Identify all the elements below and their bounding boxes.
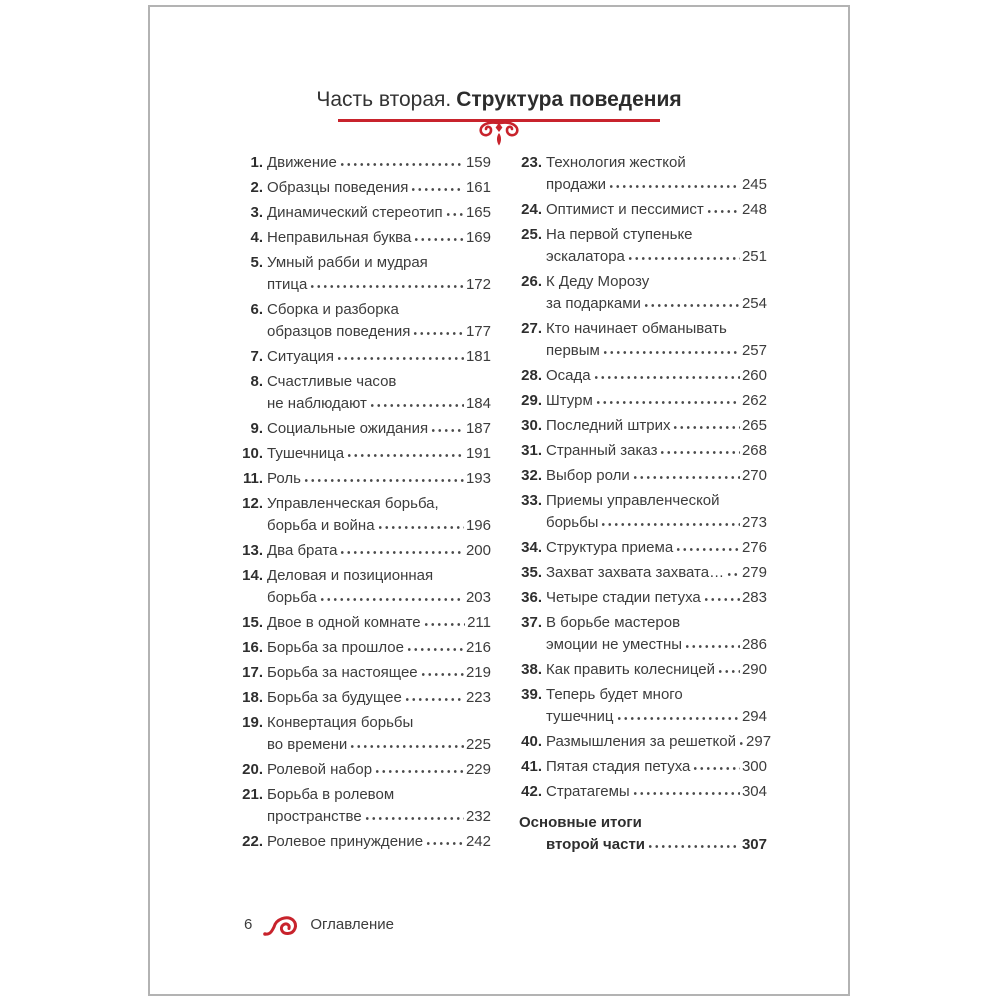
dot-leader — [406, 647, 464, 652]
toc-entry — [519, 224, 767, 268]
toc-entry — [519, 318, 767, 362]
toc-page-number: 196 — [465, 517, 491, 534]
toc-entry — [240, 759, 491, 781]
toc-entry-number: 30. — [521, 417, 542, 434]
dot-leader — [684, 644, 740, 649]
toc-entry-number: 8. — [250, 373, 263, 390]
dot-leader — [346, 453, 464, 458]
toc-entry — [519, 659, 767, 681]
toc-entry-title: Двое в одной комнате — [267, 614, 421, 631]
dot-leader — [672, 425, 739, 430]
toc-entry — [519, 365, 767, 387]
toc-line — [519, 390, 767, 412]
toc-entry-title: первым — [546, 342, 600, 359]
toc-entry-title: Движение — [267, 154, 337, 171]
dot-leader — [420, 672, 464, 677]
toc-entry-title: Осада — [546, 367, 591, 384]
toc-page-number: 265 — [741, 417, 767, 434]
toc-page-number: 297 — [746, 733, 772, 750]
toc-entry-number: 41. — [521, 758, 542, 775]
toc-page-number: 270 — [741, 467, 767, 484]
toc-page-number: 219 — [465, 664, 491, 681]
toc-line — [240, 443, 491, 465]
toc-entry — [240, 152, 491, 174]
toc-entry-number: 2. — [250, 179, 263, 196]
toc-entry — [240, 227, 491, 249]
toc-entry — [240, 299, 491, 343]
toc-line — [519, 224, 767, 246]
toc-entry — [240, 202, 491, 224]
toc-line — [240, 662, 491, 684]
toc-entry-title: Теперь будет много — [546, 686, 683, 703]
toc-entry-title: за подарками — [546, 295, 641, 312]
toc-line — [519, 465, 767, 487]
dot-leader — [413, 237, 464, 242]
toc-entry — [519, 812, 767, 856]
toc-entry-number: 10. — [242, 445, 263, 462]
toc-line — [240, 806, 491, 828]
toc-line — [519, 415, 767, 437]
toc-line — [519, 634, 767, 656]
toc-entry-number: 32. — [521, 467, 542, 484]
toc-line — [519, 271, 767, 293]
toc-entry-number: 19. — [242, 714, 263, 731]
toc-line — [240, 177, 491, 199]
toc-entry-title: На первой ступеньке — [546, 226, 693, 243]
toc-entry — [519, 562, 767, 584]
toc-entry-number: 1. — [250, 154, 263, 171]
toc-entry-title: Управленческая борьба, — [267, 495, 439, 512]
dot-leader — [675, 547, 740, 552]
toc-entry — [240, 252, 491, 296]
toc-entry-title: Последний штрих — [546, 417, 671, 434]
toc-page-number: 304 — [741, 783, 767, 800]
toc-page-number: 300 — [741, 758, 767, 775]
dot-leader — [593, 375, 740, 380]
toc-entry-title: во времени — [267, 736, 348, 753]
toc-entry-title: Технология жесткой — [546, 154, 686, 171]
toc-entry-title: не наблюдают — [267, 395, 367, 412]
toc-page-number: 177 — [465, 323, 491, 340]
toc-line — [240, 637, 491, 659]
toc-line — [519, 756, 767, 778]
toc-entry-title: Борьба за настоящее — [267, 664, 418, 681]
toc-line — [519, 246, 767, 268]
dot-leader — [616, 716, 740, 721]
dot-leader — [319, 597, 464, 602]
toc-entry-title: Кто начинает обманывать — [546, 320, 727, 337]
toc-entry-title: К Деду Морозу — [546, 273, 650, 290]
toc-line — [519, 152, 767, 174]
toc-line — [240, 515, 491, 537]
toc-entry — [519, 465, 767, 487]
toc-page-number: 283 — [741, 589, 767, 606]
toc-entry-title: Счастливые часов — [267, 373, 397, 390]
toc-entry-title: Конвертация борьбы — [267, 714, 414, 731]
toc-entry-title: Стратагемы — [546, 783, 630, 800]
toc-entry-number: 5. — [250, 254, 263, 271]
toc-line — [240, 612, 491, 634]
toc-page-number: 181 — [465, 348, 491, 365]
toc-page-number: 161 — [465, 179, 491, 196]
toc-entry-number: 33. — [521, 492, 542, 509]
dot-leader — [627, 256, 740, 261]
toc-entry-number: 12. — [242, 495, 263, 512]
toc-page-number: 211 — [467, 614, 491, 631]
toc-line — [240, 202, 491, 224]
toc-entry-title: Борьба в ролевом — [267, 786, 395, 803]
dot-leader — [738, 741, 744, 746]
dot-leader — [706, 209, 740, 214]
dot-leader — [303, 478, 464, 483]
dot-leader — [703, 597, 740, 602]
toc-entry-title: Сборка и разборка — [267, 301, 399, 318]
dot-leader — [349, 744, 464, 749]
toc-page-number: 257 — [741, 342, 767, 359]
toc-entry — [240, 418, 491, 440]
dot-leader — [410, 187, 464, 192]
toc-entry-title: Борьба за будущее — [267, 689, 402, 706]
toc-entry-number: 9. — [250, 420, 263, 437]
toc-line — [519, 440, 767, 462]
toc-entry-title: Оптимист и пессимист — [546, 201, 704, 218]
toc-entry-title: Борьба за прошлое — [267, 639, 404, 656]
toc-line — [240, 493, 491, 515]
dot-leader — [726, 572, 740, 577]
toc-entry-number: 15. — [242, 614, 263, 631]
toc-page-number: 232 — [465, 808, 491, 825]
toc-entry-title: борьбы — [546, 514, 599, 531]
dot-leader — [377, 525, 464, 530]
toc-page-number: 223 — [465, 689, 491, 706]
dot-leader — [430, 428, 464, 433]
toc-entry — [240, 784, 491, 828]
toc-entry-number: 7. — [250, 348, 263, 365]
toc-line — [240, 540, 491, 562]
toc-page-number: 169 — [465, 229, 491, 246]
toc-entry-number: 14. — [242, 567, 263, 584]
dot-leader — [632, 475, 740, 480]
dot-leader — [692, 766, 740, 771]
toc-page-number: 172 — [465, 276, 491, 293]
toc-page-number: 251 — [741, 248, 767, 265]
dot-leader — [608, 184, 740, 189]
toc-line — [519, 659, 767, 681]
toc-entry-number: 31. — [521, 442, 542, 459]
dot-leader — [404, 697, 464, 702]
toc-entry-title: птица — [267, 276, 308, 293]
toc-entry-title: Приемы управленческой — [546, 492, 720, 509]
toc-entry-number: 29. — [521, 392, 542, 409]
toc-entry — [519, 152, 767, 196]
toc-entry — [240, 831, 491, 853]
toc-line — [240, 227, 491, 249]
dot-leader — [445, 212, 464, 217]
toc-entry — [240, 637, 491, 659]
toc-page-number: 260 — [741, 367, 767, 384]
toc-entry — [519, 271, 767, 315]
toc-page-number: 279 — [741, 564, 767, 581]
toc-entry-title: Основные итоги — [519, 814, 642, 831]
toc-entry — [519, 440, 767, 462]
toc-entry — [519, 587, 767, 609]
toc-entry-number: 35. — [521, 564, 542, 581]
toc-line — [240, 759, 491, 781]
toc-page-number: 200 — [465, 542, 491, 559]
toc-line — [519, 684, 767, 706]
toc-page-number: 225 — [465, 736, 491, 753]
dot-leader — [647, 844, 740, 849]
toc-entry — [240, 346, 491, 368]
toc-entry-title: Два брата — [267, 542, 338, 559]
footer-section-label: Оглавление — [310, 915, 394, 933]
toc-line — [240, 418, 491, 440]
toc-entry-number: 3. — [250, 204, 263, 221]
toc-page-number: 254 — [741, 295, 767, 312]
toc-page-number: 262 — [741, 392, 767, 409]
toc-entry-number: 24. — [521, 201, 542, 218]
toc-page-number: 187 — [465, 420, 491, 437]
dot-leader — [374, 769, 464, 774]
toc-entry-title: образцов поведения — [267, 323, 411, 340]
toc-entry — [519, 731, 772, 753]
toc-entry-title: Образцы поведения — [267, 179, 409, 196]
toc-entry-number: 26. — [521, 273, 542, 290]
toc-entry-title: эмоции не уместны — [546, 636, 683, 653]
toc-entry-number: 34. — [521, 539, 542, 556]
toc-page-number: 216 — [465, 639, 491, 656]
toc-page-number: 276 — [741, 539, 767, 556]
dot-leader — [369, 403, 464, 408]
toc-entry-number: 6. — [250, 301, 263, 318]
toc-entry — [519, 612, 767, 656]
toc-entry-title: Ситуация — [267, 348, 335, 365]
toc-entry-number: 37. — [521, 614, 542, 631]
toc-entry-title: Странный заказ — [546, 442, 658, 459]
toc-entry-title: В борьбе мастеров — [546, 614, 681, 631]
toc-entry-number: 28. — [521, 367, 542, 384]
toc-entry-number: 39. — [521, 686, 542, 703]
toc-entry-title: борьба и война — [267, 517, 375, 534]
toc-line — [519, 365, 767, 387]
toc-entry-title: Размышления за решеткой — [546, 733, 737, 750]
toc-page-number: 203 — [465, 589, 491, 606]
toc-entry — [519, 537, 767, 559]
toc-line — [240, 565, 491, 587]
section-header-text — [316, 87, 681, 146]
toc-page-number: 191 — [465, 445, 491, 462]
toc-entry-title: Структура приема — [546, 539, 674, 556]
toc-entry — [240, 371, 491, 415]
toc-entry-number: 11. — [242, 470, 263, 487]
dot-leader — [425, 841, 464, 846]
toc-entry-title: Динамический стереотип — [267, 204, 443, 221]
toc-entry-number: 27. — [521, 320, 542, 337]
toc-page-number: 193 — [465, 470, 491, 487]
toc-line — [519, 706, 767, 728]
toc-entry-title: Выбор роли — [546, 467, 630, 484]
toc-entry-number: 25. — [521, 226, 542, 243]
toc-page-number: 273 — [741, 514, 767, 531]
toc-entry — [240, 612, 491, 634]
toc-line — [519, 293, 767, 315]
toc-entry-title: второй части — [546, 836, 646, 853]
header-flourish-icon — [475, 120, 523, 146]
toc-line — [519, 781, 767, 803]
toc-page-number: 286 — [741, 636, 767, 653]
toc-entry-title: Ролевое принуждение — [267, 833, 424, 850]
toc-entry-title: Ролевой набор — [267, 761, 373, 778]
toc-entry-title: Захват захвата захвата… — [546, 564, 725, 581]
toc-page-number: 307 — [741, 836, 767, 853]
toc-line — [240, 712, 491, 734]
dot-leader — [412, 331, 464, 336]
toc-line — [519, 340, 767, 362]
toc-entry-number: 20. — [242, 761, 263, 778]
toc-column-left — [240, 152, 491, 856]
toc-entry-title: борьба — [267, 589, 317, 606]
toc-line — [519, 731, 772, 753]
footer-page-number: 6 — [244, 915, 253, 933]
dot-leader — [632, 791, 740, 796]
toc-line — [519, 199, 767, 221]
toc-entry — [519, 199, 767, 221]
dot-leader — [717, 669, 740, 674]
part-label: Часть вторая. — [316, 88, 452, 111]
toc-page-number: 159 — [465, 154, 491, 171]
toc-line — [519, 562, 767, 584]
dot-leader — [339, 550, 464, 555]
toc-page-number: 248 — [741, 201, 767, 218]
toc-page-number: 294 — [741, 708, 767, 725]
toc-line — [240, 346, 491, 368]
toc-line — [519, 490, 767, 512]
toc-entry-title: Социальные ожидания — [267, 420, 429, 437]
dot-leader — [336, 356, 464, 361]
toc-entry-title: Деловая и позиционная — [267, 567, 434, 584]
toc-line — [240, 152, 491, 174]
toc-entry-title: пространстве — [267, 808, 362, 825]
toc-entry-title: Штурм — [546, 392, 593, 409]
book-page — [148, 5, 850, 996]
toc-entry-number: 13. — [242, 542, 263, 559]
section-header — [150, 87, 848, 146]
part-title: Структура поведения — [456, 88, 682, 111]
dot-leader — [643, 303, 740, 308]
toc-page-number: 165 — [465, 204, 491, 221]
toc-line — [519, 318, 767, 340]
dot-leader — [602, 350, 740, 355]
toc-entry-title: эскалатора — [546, 248, 625, 265]
toc-entry-number: 40. — [521, 733, 542, 750]
footer — [244, 908, 394, 940]
toc-page-number: 242 — [465, 833, 491, 850]
dot-leader — [309, 284, 464, 289]
toc-line — [519, 537, 767, 559]
toc-line — [240, 274, 491, 296]
toc-entry — [519, 415, 767, 437]
toc-entry — [240, 493, 491, 537]
toc-line — [519, 587, 767, 609]
toc-entry — [240, 565, 491, 609]
toc-entry-number: 22. — [242, 833, 263, 850]
toc-entry-title: Роль — [267, 470, 301, 487]
toc-line — [240, 321, 491, 343]
toc-line — [519, 834, 767, 856]
toc-line — [240, 371, 491, 393]
toc-entry-number: 38. — [521, 661, 542, 678]
toc-entry-title: Неправильная буква — [267, 229, 412, 246]
toc-entry-title: Пятая стадия петуха — [546, 758, 691, 775]
toc-page-number: 290 — [741, 661, 767, 678]
toc-entry — [240, 712, 491, 756]
toc-entry — [240, 177, 491, 199]
toc-page-number: 184 — [465, 395, 491, 412]
toc-line — [240, 587, 491, 609]
toc-entry-number: 18. — [242, 689, 263, 706]
toc-entry-title: Четыре стадии петуха — [546, 589, 701, 606]
toc-entry-title: Как править колесницей — [546, 661, 715, 678]
toc-entry-number: 17. — [242, 664, 263, 681]
toc-entry-title: Тушечница — [267, 445, 345, 462]
toc-line — [240, 468, 491, 490]
toc-line — [240, 734, 491, 756]
toc-entry-number: 16. — [242, 639, 263, 656]
toc-line — [240, 252, 491, 274]
dot-leader — [339, 162, 464, 167]
toc-entry — [240, 687, 491, 709]
toc-entry — [240, 468, 491, 490]
toc-entry — [240, 443, 491, 465]
toc-line — [240, 299, 491, 321]
toc-line — [519, 174, 767, 196]
toc-entry-number: 23. — [521, 154, 542, 171]
dot-leader — [600, 522, 740, 527]
toc-entry-title: тушечниц — [546, 708, 614, 725]
toc-entry — [519, 781, 767, 803]
toc-entry-title: продажи — [546, 176, 606, 193]
toc-line — [240, 687, 491, 709]
dot-leader — [595, 400, 740, 405]
toc-line — [519, 812, 767, 834]
toc-entry-number: 36. — [521, 589, 542, 606]
toc-entry — [519, 490, 767, 534]
toc-page-number: 229 — [465, 761, 491, 778]
toc-page-number: 245 — [741, 176, 767, 193]
toc-line — [519, 612, 767, 634]
toc-entry — [240, 662, 491, 684]
toc-entry — [519, 756, 767, 778]
dot-leader — [364, 816, 464, 821]
toc-line — [240, 784, 491, 806]
toc-entry — [519, 684, 767, 728]
toc-entry-title: Умный рабби и мудрая — [267, 254, 428, 271]
toc-line — [240, 831, 491, 853]
toc-entry-number: 4. — [250, 229, 263, 246]
dot-leader — [423, 622, 465, 627]
toc-column-right — [519, 152, 772, 859]
toc-line — [240, 393, 491, 415]
toc-entry — [519, 390, 767, 412]
toc-entry-number: 42. — [521, 783, 542, 800]
toc-entry — [240, 540, 491, 562]
dot-leader — [659, 450, 740, 455]
footer-spiral-icon — [262, 911, 300, 938]
toc-entry-number: 21. — [242, 786, 263, 803]
toc-page-number: 268 — [741, 442, 767, 459]
toc-line — [519, 512, 767, 534]
